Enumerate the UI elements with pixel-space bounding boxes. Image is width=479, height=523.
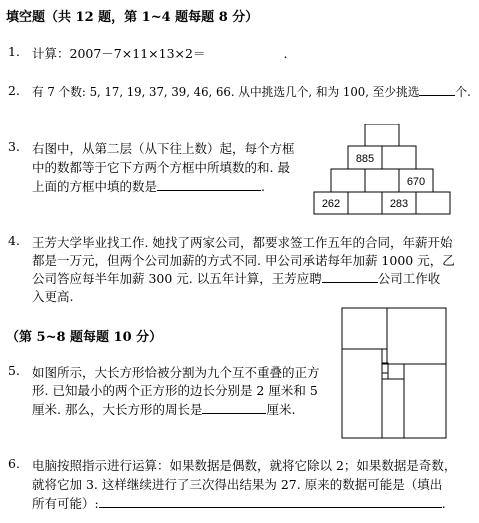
question-line: 公司工作收 (377, 271, 441, 286)
pyramid-cell (365, 169, 399, 192)
square (387, 308, 446, 364)
question-line: 就将它加 3. 这样继续进行了三次得出结果为 27. 原来的数据可能是（填出 (32, 477, 443, 492)
pyramid-value: 670 (406, 176, 426, 188)
pyramid-value: 262 (321, 198, 341, 210)
outer-rectangle (342, 308, 446, 438)
square (342, 349, 382, 438)
pyramid-cell (382, 146, 416, 169)
question-line: 中的数都等于它下方两个方框中所填数的和. 最 (32, 160, 290, 175)
pyramid-cell (331, 169, 365, 192)
answer-blank[interactable] (202, 401, 266, 414)
section-header: （第 5~8 题每题 10 分） (6, 330, 163, 345)
question-line: 如图所示，大长方形恰被分割为九个互不重叠的正方 (32, 365, 320, 380)
square (342, 308, 387, 349)
question-end: 厘米. (266, 402, 296, 417)
section-header: 填空题（共 12 题，第 1~4 题每题 8 分） (6, 10, 259, 25)
square (382, 364, 404, 438)
question-text (32, 400, 295, 418)
question-line: 有 7 个数: 5, 17, 19, 37, 39, 46, 66. 从中挑选几个, 和为 100, 至少挑选 (32, 85, 420, 99)
question-number: 5. (8, 363, 20, 378)
square (388, 364, 404, 379)
question-line: 电脑按照指示进行运算：如果数据是偶数，就将它除以 2；如果数据是奇数， (32, 458, 457, 473)
question-text (32, 494, 446, 512)
answer-blank[interactable] (322, 270, 378, 283)
question-number: 2. (8, 83, 20, 98)
question-line: 公司答应每半年加薪 300 元. 以五年计算，王芳应聘 (32, 271, 322, 286)
question-text (32, 177, 265, 195)
question-line: 厘米. 那么，大长方形的周长是 (32, 402, 203, 417)
question-text (32, 269, 440, 287)
pyramid-cell (416, 192, 450, 214)
question-line: 计算：2007－7×11×13×2＝ (32, 46, 206, 61)
square (404, 364, 446, 438)
question-number: 4. (8, 233, 20, 248)
question-text (32, 44, 287, 62)
question-number: 1. (8, 44, 20, 59)
answer-blank[interactable] (157, 178, 261, 191)
squared-rectangle-figure (340, 306, 448, 440)
question-line: 上面的方框中填的数是 (32, 179, 158, 194)
answer-blank[interactable] (99, 495, 442, 508)
pyramid-value: 885 (355, 153, 375, 165)
pyramid-cell (348, 192, 382, 214)
question-line: 都是一万元，但两个公司加薪的方式不同. 甲公司承诺每年加薪 1000 元，乙 (32, 253, 455, 268)
answer-blank[interactable] (419, 83, 455, 96)
question-end: 个. (455, 85, 471, 99)
question-text (32, 83, 471, 100)
question-number: 6. (8, 456, 20, 471)
question-number: 3. (8, 139, 20, 154)
question-line: 王芳大学毕业找工作. 她找了两家公司，都要求签工作五年的合同，年薪开始 (32, 235, 453, 250)
question-end: . (441, 496, 446, 511)
question-end: . (261, 179, 265, 194)
question-line: 入更高. (32, 289, 74, 304)
number-pyramid-figure (312, 124, 462, 216)
pyramid-value: 283 (389, 198, 409, 210)
pyramid-cell (365, 124, 399, 146)
question-line: 所有可能）: (32, 496, 99, 511)
question-line: 形. 已知最小的两个正方形的边长分别是 2 厘米和 5 (32, 383, 318, 398)
question-end: . (283, 46, 288, 61)
question-line: 右图中，从第二层（从下往上数）起，每个方框 (32, 141, 295, 156)
